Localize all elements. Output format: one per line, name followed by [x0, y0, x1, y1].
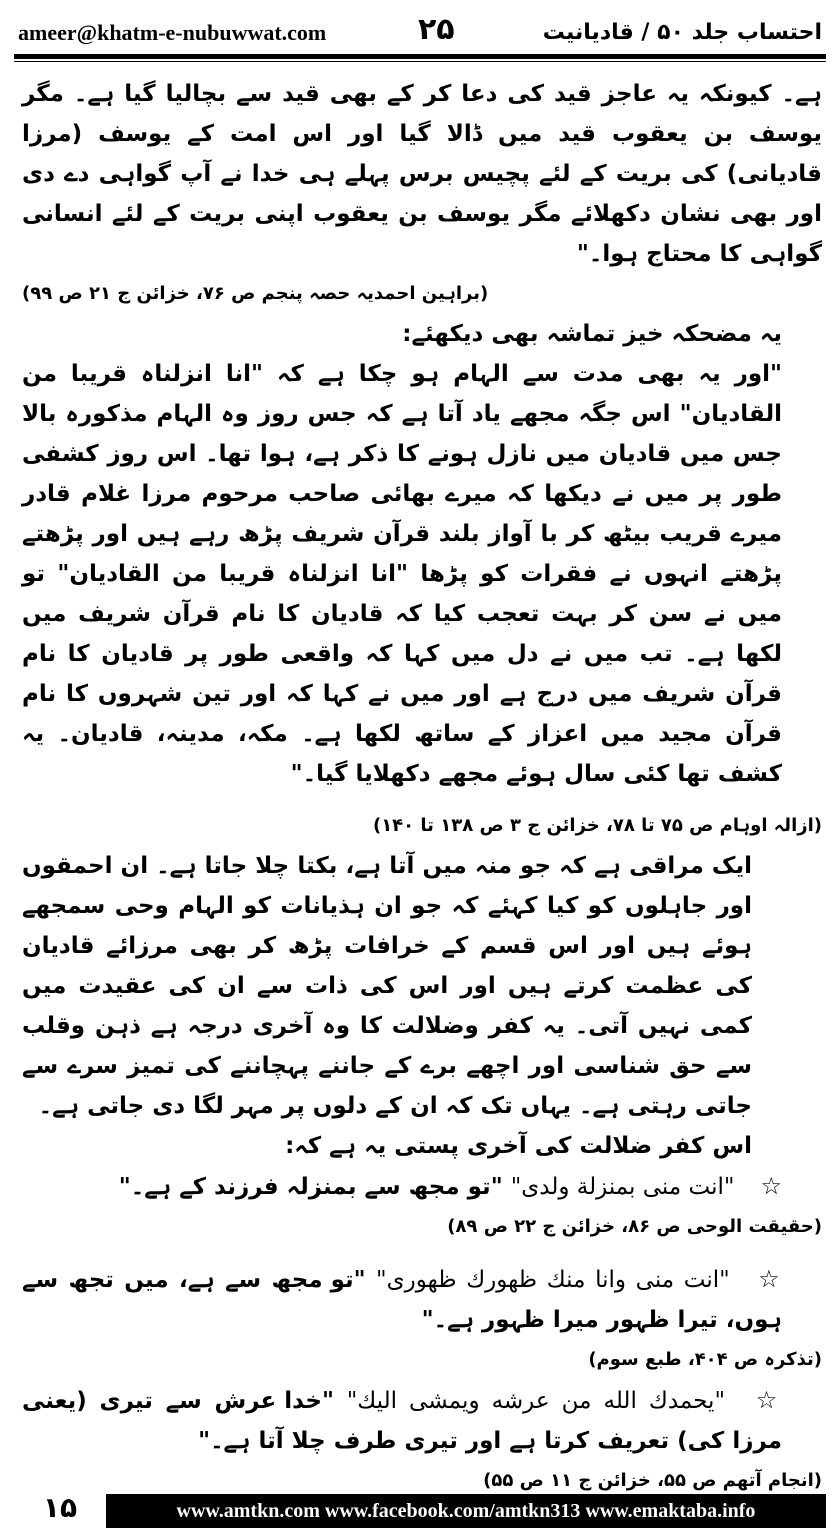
paragraph: ہے۔ کیونکہ یہ عاجز قید کی دعا کر کے بھی قید سے بچالیا گیا ہے۔ مگر یوسف بن یعقوب قید میں ڈالا گیا اور اس امت کے یوسف (مرزا قادیانی) کی بریت کے لئے پچیس برس پہلے ہی خدا نے آپ گواہی دے دی اور بھی نشان دکھلائے مگر یوسف بن یعقوب اپنی بریت کے لئے انسانی گواہی کا محتاج ہوا۔" [22, 81, 822, 267]
star-icon: ☆ [758, 1265, 783, 1293]
translation: "تو مجھ سے بمنزلہ فرزند کے ہے۔" [118, 1174, 503, 1200]
arabic-quote: "انت منی بمنزلة ولدی" [510, 1174, 735, 1200]
paragraph: ایک مراقی ہے کہ جو منہ میں آتا ہے، بکتا چلا جاتا ہے۔ ان احمقوں اور جاہلوں کو کیا کہئے کہ جو ان ہذیانات کو الہام وحی سمجھے ہوئے ہیں اور اس قسم کے خرافات پڑھ کر بھی مرزائے قادیان کی عظمت کرتے ہیں اور اس کی ذات سے ان کی عقیدت میں کمی نہیں آتی۔ یہ کفر وضلالت کا وہ آخری درجہ ہے ذہن وقلب سے حق شناسی اور اچھے برے کے جاننے پہچاننے کی تمیز سرے سے جاتی رہتی ہے۔ یہاں تک کہ ان کے دلوں پر مہر لگا دی جاتی ہے۔ [22, 853, 752, 1119]
translation: "تو مجھ سے ہے، میں تجھ سے ہوں، تیرا ظہور میرا ظہور ہے۔" [22, 1267, 782, 1333]
reference-row [22, 274, 822, 314]
reference: (براہین احمدیہ حصہ پنجم ص ۷۶، خزائن ج ۲۱ ص ۹۹) [22, 283, 489, 304]
page-footer [14, 1486, 826, 1532]
header-email[interactable]: ameer@khatm-e-nubuwwat.com [18, 20, 327, 45]
reference: (انجام آتھم ص ۵۵، خزائن ج ۱۱ ص ۵۵) [483, 1470, 822, 1491]
paragraph: یہ مضحکہ خیز تماشہ بھی دیکھئے: [402, 321, 782, 347]
star-icon: ☆ [760, 1172, 782, 1200]
reference: (حقیقت الوحی ص ۸۶، خزائن ج ۲۲ ص ۸۹) [447, 1216, 822, 1237]
footer-links-bar [106, 1494, 826, 1528]
footer-page-number: ۱۵ [42, 1491, 78, 1524]
header-rule-thick [14, 54, 826, 59]
translation: "خدا عرش سے تیری (یعنی مرزا کی) تعریف کرتا ہے اور تیری طرف چلا آتا ہے۔" [22, 1388, 782, 1454]
header-page-number: ۲۵ [418, 12, 455, 47]
quote-paragraph: "اور یہ بھی مدت سے الہام ہو چکا ہے کہ "انا انزلناہ قریبا من القادیان" اس جگہ مجھے یاد آتا ہے کہ جس روز وہ الہام مذکورہ بالا جس میں قادیان میں نازل ہونے کا ذکر ہے، ہوا تھا۔ اس روز کشفی طور پر میں نے دیکھا کہ میرے بھائی صاحب مرحوم مرزا غلام قادر میرے قریب بیٹھ کر با آواز بلند قرآن شریف پڑھ رہے ہیں اور پڑھتے پڑھتے انہوں نے فقرات کو پڑھا "انا انزلناہ قریبا من القادیان" تو میں نے سن کر بہت تعجب کیا کہ قادیان کا نام قرآن شریف میں لکھا ہے۔ تب میں نے دل میں کہا کہ واقعی طور پر قادیان کا نام قرآن شریف میں درج ہے اور میں نے کہا کہ اور تین شہروں کا نام قرآن مجید میں اعزاز کے ساتھ لکھا ہے۔ مکہ، مدینہ، قادیان۔ یہ کشف تھا کئی سال ہوئے مجھے دکھلایا گیا۔" [22, 361, 782, 787]
header-rule-thin [14, 61, 826, 62]
header-title: احتساب جلد ۵۰ / قادیانیت [542, 20, 822, 45]
footer-links[interactable]: www.amtkn.com www.facebook.com/amtkn313 www.emaktaba.info [176, 1500, 756, 1522]
starred-item [22, 1166, 822, 1207]
paragraph: اس کفر ضلالت کی آخری پستی یہ ہے کہ: [285, 1133, 752, 1159]
reference: (ازالہ اوہام ص ۷۵ تا ۷۸، خزائن ج ۳ ص ۱۳۸ تا ۱۴۰) [372, 815, 822, 836]
reference: (تذکرہ ص ۴۰۴، طبع سوم) [588, 1349, 822, 1370]
arabic-quote: "یحمدك الله من عرشه ویمشی الیك" [346, 1388, 726, 1414]
starred-item [22, 1380, 822, 1461]
arabic-quote: "انت منی وانا منك ظهورك ظهوری" [376, 1267, 730, 1293]
star-icon: ☆ [755, 1386, 783, 1414]
starred-item [22, 1259, 822, 1340]
page-header [14, 12, 826, 52]
page-body [22, 74, 822, 1501]
